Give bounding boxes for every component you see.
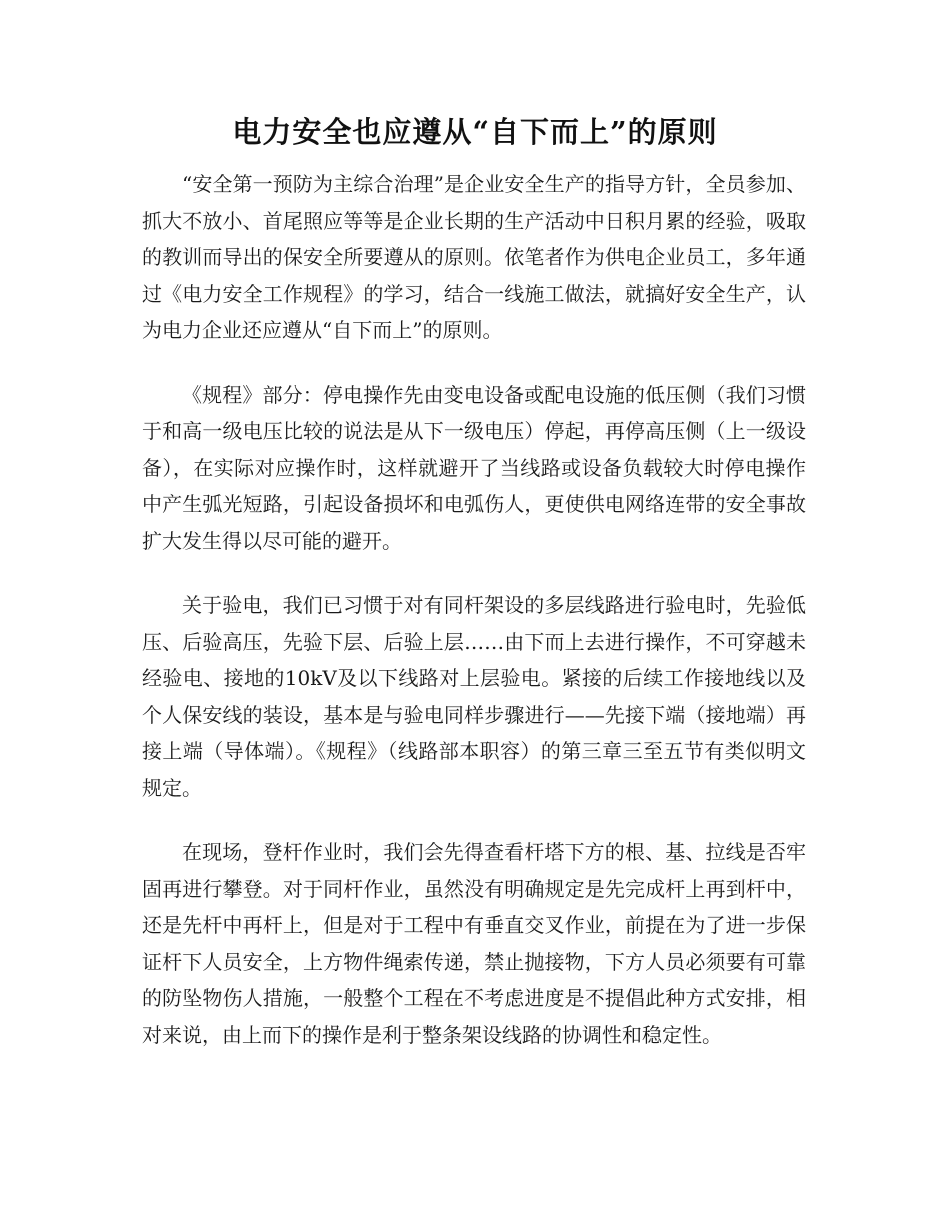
paragraph-2: 《规程》部分：停电操作先由变电设备或配电设施的低压侧（我们习惯于和高一级电压比较的说法是从下一级电压）停起，再停高压侧（上一级设备），在实际对应操作时，这样就避开了当线路或设备负载较大时停电操作中产生弧光短路，引起设备损坏和电弧伤人，更使供电网络连带的安全事故扩大发生得以尽可能的避开。 [142, 382, 806, 553]
document-title: 电力安全也应遵从“自下而上”的原则 [232, 115, 718, 149]
paragraph-3: 关于验电，我们已习惯于对有同杆架设的多层线路进行验电时，先验低压、后验高压，先验下层、后验上层……由下而上去进行操作，不可穿越未经验电、接地的10kV及以下线路对上层验电。紧接的后续工作接地线以及个人保安线的装设，基本是与验电同样步骤进行——先接下端（接地端）再接上端（导体端）。《规程》（线路部本职容）的第三章三至五节有类似明文规定。 [142, 593, 806, 800]
document-body [142, 166, 806, 1053]
paragraph-1: “安全第一预防为主综合治理”是企业安全生产的指导方针，全员参加、抓大不放小、首尾照应等等是企业长期的生产活动中日积月累的经验，吸取的教训而导出的保安全所要遵从的原则。依笔者作为供电企业员工，多年通过《电力安全工作规程》的学习，结合一线施工做法，就搞好安全生产，认为电力企业还应遵从“自下而上”的原则。 [142, 172, 806, 342]
paragraph-4: 在现场，登杆作业时，我们会先得查看杆塔下方的根、基、拉线是否牢固再进行攀登。对于同杆作业，虽然没有明确规定是先完成杆上再到杆中，还是先杆中再杆上，但是对于工程中有垂直交叉作业，前提在为了进一步保证杆下人员安全，上方物件绳索传递，禁止抛接物，下方人员必须要有可靠的防坠物伤人措施，一般整个工程在不考虑进度是不提倡此种方式安排，相对来说，由上而下的操作是利于整条架设线路的协调性和稳定性。 [142, 840, 806, 1047]
